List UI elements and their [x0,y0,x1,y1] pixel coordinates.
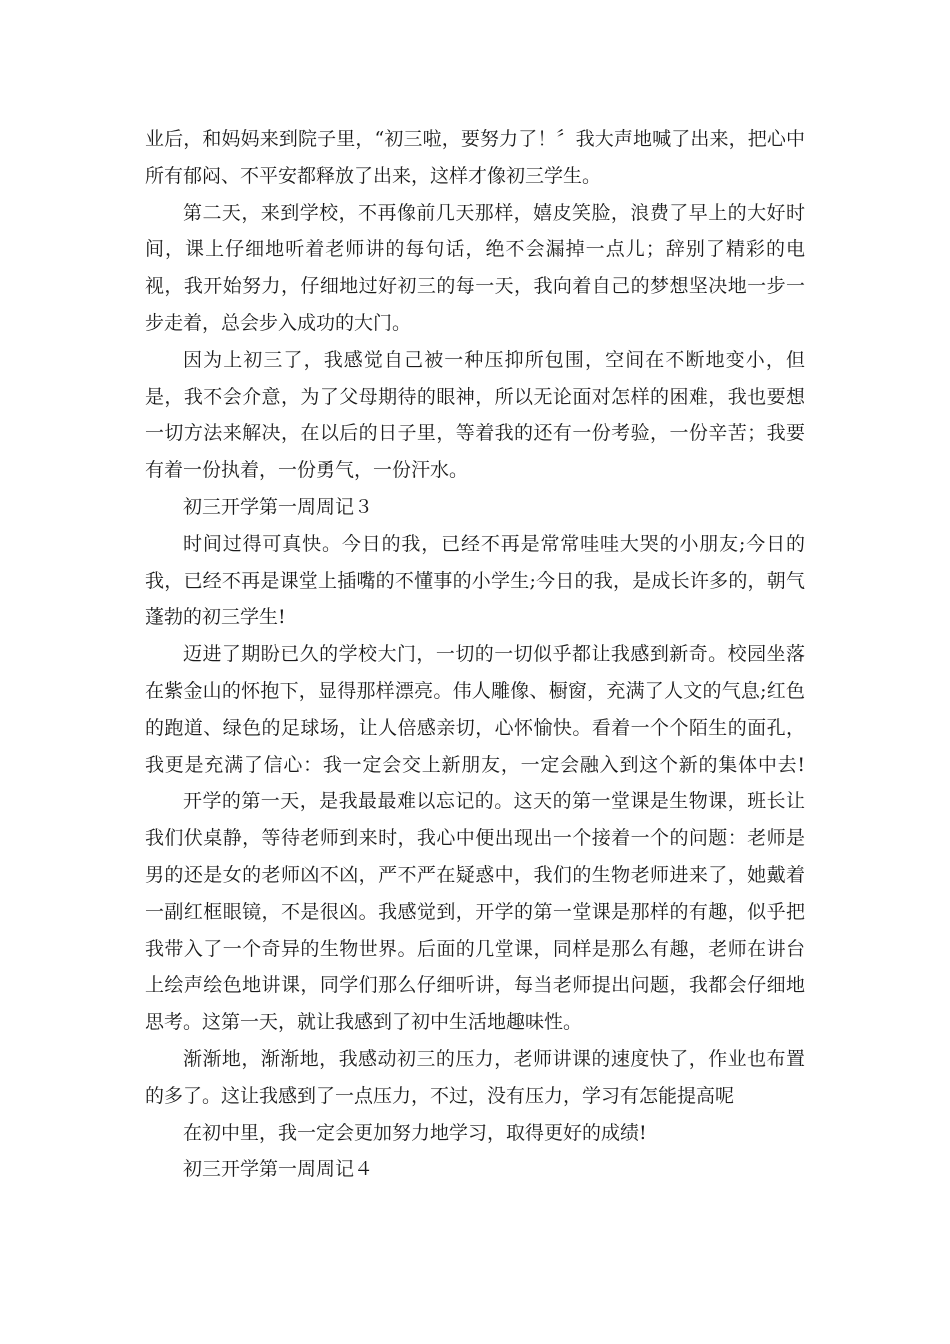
paragraph-first-line: 在初中里，我一定会更加努力地学习，取得更好的成绩! [183,1121,647,1144]
paragraph-first-line: 第二天，来到学校，不再像前几天那样，嬉皮笑脸，浪费了早上的大好时 [183,201,805,224]
paragraph-line: 有着一份执着，一份勇气，一份汗水。 [145,459,469,482]
paragraph-first-line: 开学的第一天，是我最最难以忘记的。这天的第一堂课是生物课，班长让 [183,790,805,813]
paragraph-line: 间，课上仔细地听着老师讲的每句话，绝不会漏掉一点儿；辞别了精彩的电 [145,238,805,261]
paragraph-line: 所有郁闷、不平安都释放了出来，这样才像初三学生。 [145,164,602,187]
paragraph-line: 的多了。这让我感到了一点压力，不过，没有压力，学习有怎能提高呢 [145,1084,735,1107]
paragraph-line: 我们伏桌静，等待老师到来时，我心中便出现出一个接着一个的问题：老师是 [145,827,805,850]
paragraph-line: 我，已经不再是课堂上插嘴的不懂事的小学生;今日的我，是成长许多的，朝气 [145,569,805,592]
paragraph-line: 步走着，总会步入成功的大门。 [145,311,412,334]
paragraph-line: 我带入了一个奇异的生物世界。后面的几堂课，同样是那么有趣，老师在讲台 [145,937,805,960]
paragraph-first-line: 时间过得可真快。今日的我，已经不再是常常哇哇大哭的小朋友;今日的 [183,532,805,555]
paragraph-line: 一副红框眼镜，不是很凶。我感觉到，开学的第一堂课是那样的有趣，似乎把 [145,900,805,923]
paragraph-line: 蓬勃的初三学生! [145,606,286,629]
paragraph-line: 男的还是女的老师凶不凶，严不严在疑惑中，我们的生物老师进来了，她戴着 [145,863,805,886]
paragraph-line: 在紫金山的怀抱下，显得那样漂亮。伟人雕像、橱窗，充满了人文的气息;红色 [145,679,805,702]
paragraph-first-line: 因为上初三了，我感觉自己被一种压抑所包围，空间在不断地变小，但 [183,348,805,371]
paragraph-first-line: 迈进了期盼已久的学校大门，一切的一切似乎都让我感到新奇。校园坐落 [183,643,805,666]
paragraph-line: 是，我不会介意，为了父母期待的眼神，所以无论面对怎样的困难，我也要想 [145,385,805,408]
paragraph-first-line: 渐渐地，渐渐地，我感动初三的压力，老师讲课的速度快了，作业也布置 [183,1047,805,1070]
document-body [145,121,805,1188]
paragraph-line: 一切方法来解决，在以后的日子里，等着我的还有一份考验，一份辛苦；我要 [145,422,805,445]
paragraph-line: 上绘声绘色地讲课，同学们那么仔细听讲，每当老师提出问题，我都会仔细地 [145,974,805,997]
paragraph-line: 的跑道、绿色的足球场，让人倍感亲切，心怀愉快。看着一个个陌生的面孔， [145,716,805,739]
paragraph-line: 视，我开始努力，仔细地过好初三的每一天，我向着自己的梦想坚决地一步一 [145,275,805,298]
paragraph-first-line: 初三开学第一周周记３ [183,495,374,518]
paragraph-line: 我更是充满了信心：我一定会交上新朋友，一定会融入到这个新的集体中去! [145,753,805,776]
paragraph-line: 思考。这第一天，就让我感到了初中生活地趣味性。 [145,1011,583,1034]
paragraph-line: 业后，和妈妈来到院子里，“初三啦，要努力了！〞我大声地喊了出来，把心中 [145,128,805,150]
paragraph-first-line: 初三开学第一周周记４ [183,1158,374,1181]
